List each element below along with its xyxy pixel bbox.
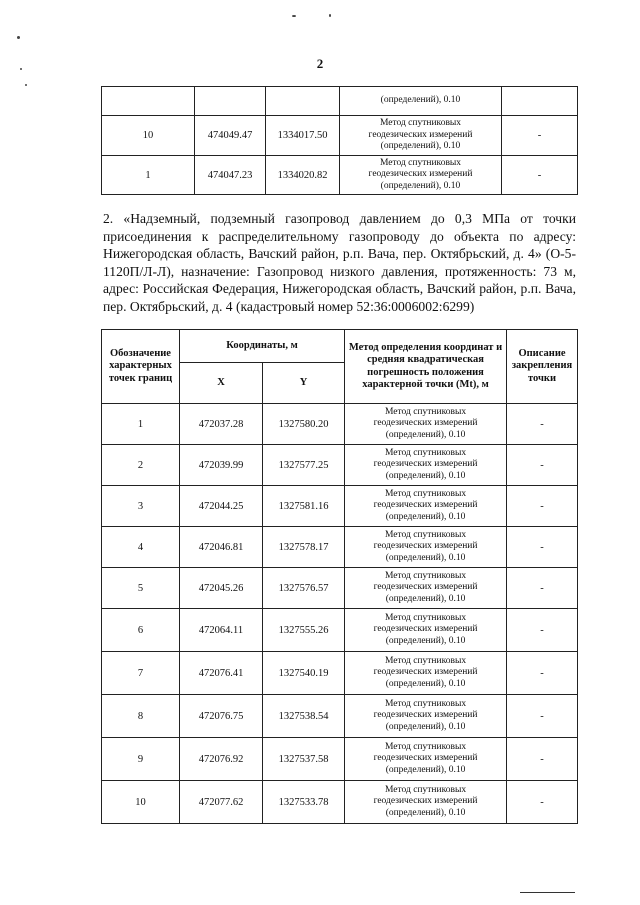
cell-x: 472037.28 [180, 404, 263, 445]
table-row [102, 486, 578, 527]
cell-method [345, 404, 507, 445]
cell-x: 472045.26 [180, 568, 263, 609]
cell-x: 472077.62 [180, 781, 263, 824]
header-point: Обозначение характерных точек границ [102, 330, 180, 404]
method-line: Метод спутниковых [384, 784, 467, 795]
top-coordinates-table [101, 86, 578, 195]
table-row [102, 527, 578, 568]
cell-method [340, 156, 502, 195]
cell-point: 1 [102, 404, 180, 445]
cell-y: 1327533.78 [263, 781, 345, 824]
cell-description: - [507, 404, 578, 445]
table-row [102, 738, 578, 781]
cell-y: 1327537.58 [263, 738, 345, 781]
cell-y: 1327578.17 [263, 527, 345, 568]
method-line: геодезических измерений [373, 459, 478, 470]
method-line: геодезических измерений [368, 129, 473, 140]
scan-speck [25, 84, 27, 86]
method-line: геодезических измерений [373, 500, 478, 511]
table-row [102, 156, 578, 195]
method-line: (определений), 0.10 [385, 721, 466, 732]
cell-method [345, 568, 507, 609]
method-line: Метод спутниковых [384, 488, 467, 499]
page-number: 2 [316, 56, 324, 71]
scan-speck [292, 15, 296, 17]
method-line: (определений), 0.10 [385, 552, 466, 563]
cell-point: 5 [102, 568, 180, 609]
object-description: 2. «Надземный, подземный газопровод давлением до 0,3 МПа от точки присоединения к распределительному газопроводу до объекта по адресу: Нижегородская область, Вачский район, р.п. Вача, пер. Октябрьский, д. 4» (О-5-1120П/Л-Л), назначение: Газопровод низкого давления, протяженность: 73 м, адрес: Российская Федерация, Нижегородская область, Вачский район, р.п. Вача, пер. Октябрьский, д. 4 (кадастровый номер 52:36:0006002:6299) [103, 211, 576, 314]
cell-point: 7 [102, 652, 180, 695]
method-line: Метод спутниковых [384, 741, 467, 752]
table-row [102, 695, 578, 738]
method-line: (определений), 0.10 [385, 678, 466, 689]
table-row [102, 781, 578, 824]
method-line: (определений), 0.10 [385, 511, 466, 522]
cell-x [195, 87, 266, 116]
cell-y: 1327577.25 [263, 445, 345, 486]
cell-description: - [507, 695, 578, 738]
cell-x: 472046.81 [180, 527, 263, 568]
cell-point: 10 [102, 116, 195, 156]
cell-point: 9 [102, 738, 180, 781]
method-line: (определений), 0.10 [385, 429, 466, 440]
cell-point: 2 [102, 445, 180, 486]
method-line: (определений), 0.10 [385, 635, 466, 646]
method-line: (определений), 0.10 [385, 593, 466, 604]
method-line: Метод спутниковых [384, 447, 467, 458]
table-row [102, 568, 578, 609]
cell-point: 6 [102, 609, 180, 652]
method-line: Метод спутниковых [384, 698, 467, 709]
method-line: геодезических измерений [368, 169, 473, 180]
cell-point [102, 87, 195, 116]
table-row [102, 445, 578, 486]
cell-method [345, 609, 507, 652]
cell-x: 472039.99 [180, 445, 263, 486]
header-description: Описание закрепления точки [507, 330, 578, 404]
cell-point: 3 [102, 486, 180, 527]
cell-x: 472076.92 [180, 738, 263, 781]
header-x: X [180, 363, 263, 404]
cell-method [345, 738, 507, 781]
method-line: (определений), 0.10 [380, 141, 461, 152]
method-line: (определений), 0.10 [385, 807, 466, 818]
cell-description: - [507, 445, 578, 486]
cell-description: - [507, 738, 578, 781]
method-line: (определений), 0.10 [380, 95, 461, 106]
method-line: Метод спутниковых [384, 529, 467, 540]
cell-description: - [507, 781, 578, 824]
cell-method [345, 486, 507, 527]
cell-point: 4 [102, 527, 180, 568]
method-line: геодезических измерений [373, 418, 478, 429]
cell-description: - [507, 652, 578, 695]
cell-y: 1334017.50 [266, 116, 340, 156]
scan-speck [329, 14, 331, 17]
method-line: геодезических измерений [373, 796, 478, 807]
cell-method [345, 652, 507, 695]
method-line: геодезических измерений [373, 541, 478, 552]
method-line: Метод спутниковых [384, 406, 467, 417]
method-line: Метод спутниковых [379, 118, 462, 129]
cell-y: 1334020.82 [266, 156, 340, 195]
method-line: Метод спутниковых [384, 612, 467, 623]
cell-y: 1327555.26 [263, 609, 345, 652]
cell-y: 1327538.54 [263, 695, 345, 738]
method-line: (определений), 0.10 [385, 470, 466, 481]
cell-description: - [507, 486, 578, 527]
method-line: Метод спутниковых [384, 655, 467, 666]
method-line: Метод спутниковых [379, 157, 462, 168]
cell-description [502, 87, 578, 116]
header-y: Y [263, 363, 345, 404]
cell-point: 8 [102, 695, 180, 738]
method-line: геодезических измерений [373, 624, 478, 635]
cell-x: 472044.25 [180, 486, 263, 527]
method-line: геодезических измерений [373, 753, 478, 764]
cell-description: - [507, 527, 578, 568]
cell-y [266, 87, 340, 116]
cell-x: 472076.41 [180, 652, 263, 695]
cell-y: 1327576.57 [263, 568, 345, 609]
cell-x: 472076.75 [180, 695, 263, 738]
cell-method [345, 445, 507, 486]
cell-description: - [507, 568, 578, 609]
divider [520, 892, 575, 893]
cell-x: 474049.47 [195, 116, 266, 156]
table-row [102, 652, 578, 695]
method-line: (определений), 0.10 [385, 764, 466, 775]
method-line: геодезических измерений [373, 582, 478, 593]
table-row [102, 116, 578, 156]
header-method: Метод определения координат и средняя квадратическая погрешность положения характерной точки (Mt), м [345, 330, 507, 404]
table-row [102, 87, 578, 116]
method-line: Метод спутниковых [384, 570, 467, 581]
scan-speck [17, 36, 20, 39]
cell-method [345, 527, 507, 568]
cell-y: 1327540.19 [263, 652, 345, 695]
cell-description: - [502, 156, 578, 195]
header-coords: Координаты, м [180, 330, 345, 363]
method-line: (определений), 0.10 [380, 180, 461, 191]
cell-x: 474047.23 [195, 156, 266, 195]
cell-method [345, 781, 507, 824]
cell-y: 1327581.16 [263, 486, 345, 527]
cell-y: 1327580.20 [263, 404, 345, 445]
table-row [102, 404, 578, 445]
cell-point: 10 [102, 781, 180, 824]
main-coordinates-table [101, 329, 578, 824]
cell-method [340, 116, 502, 156]
cell-point: 1 [102, 156, 195, 195]
cell-description: - [502, 116, 578, 156]
method-line: геодезических измерений [373, 667, 478, 678]
cell-method [345, 695, 507, 738]
cell-description: - [507, 609, 578, 652]
cell-method [340, 87, 502, 116]
cell-x: 472064.11 [180, 609, 263, 652]
method-line: геодезических измерений [373, 710, 478, 721]
table-row [102, 609, 578, 652]
